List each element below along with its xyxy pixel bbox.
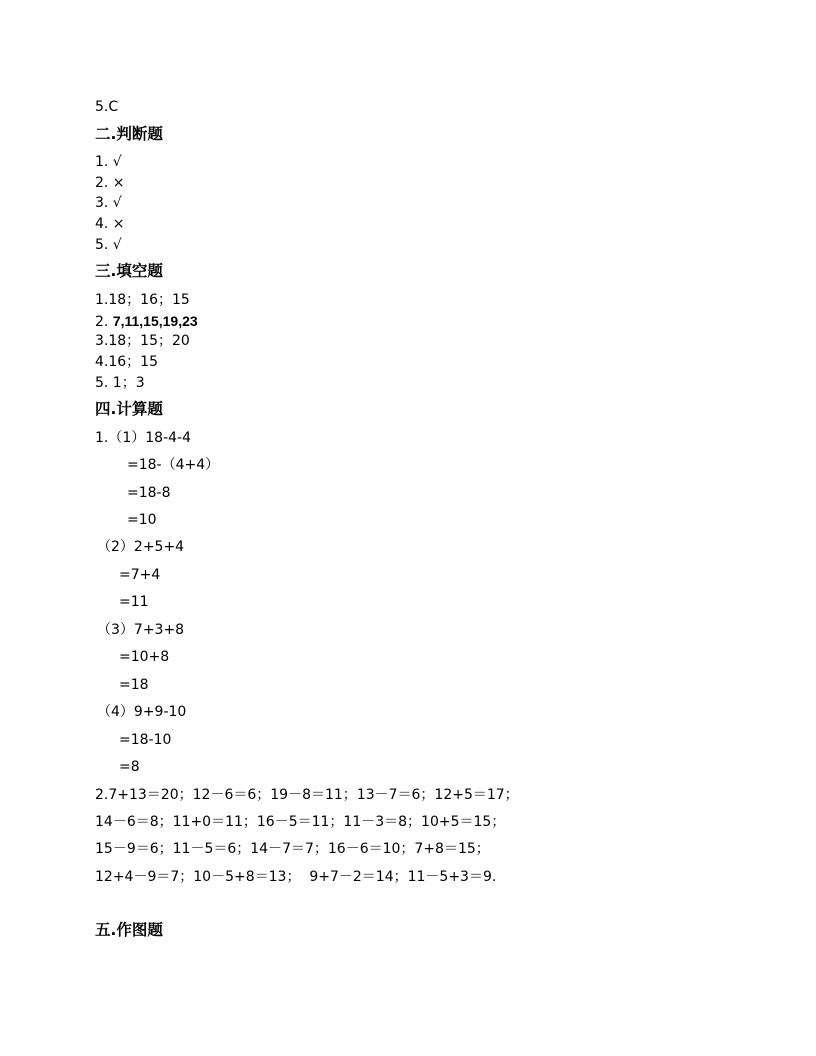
judgment-answer-1: 1. √ (95, 154, 122, 170)
calc-q1-part2-expression: （2）2+5+4 (97, 539, 185, 555)
section-heading-judgment: 二.判断题 (95, 125, 163, 143)
choice-answer-5: 5.C (95, 99, 119, 115)
section-heading-fill-blank: 三.填空题 (95, 262, 163, 280)
fill-answer-5: 5. 1；3 (95, 375, 145, 391)
calc-q1-part3-step: =10+8 (119, 649, 170, 665)
calc-q1-part4-expression: （4）9+9-10 (97, 704, 187, 720)
judgment-answer-2: 2. × (95, 175, 125, 191)
judgment-answer-5: 5. √ (95, 237, 122, 253)
fill-answer-1: 1.18；16；15 (95, 292, 190, 308)
calc-q1-part1-step: =18-（4+4） (127, 457, 220, 473)
calc-q2-line: 15－9＝6；11－5＝6；14－7＝7；16－6＝10；7+8＝15； (95, 841, 490, 857)
calc-q1-part1-step: =10 (127, 512, 157, 528)
section-heading-calculation: 四.计算题 (95, 400, 163, 418)
calc-q1-part2-step: =11 (119, 594, 149, 610)
calc-q2-line: 14－6＝8；11+0＝11；16－5＝11；11－3＝8；10+5＝15； (95, 814, 506, 830)
calc-q1-part3-step: =18 (119, 677, 149, 693)
fill-answer-3: 3.18；15；20 (95, 333, 190, 349)
calc-q1-part1-expression: 1.（1）18-4-4 (95, 430, 191, 446)
calc-q1-part4-step: =18-10 (119, 732, 172, 748)
fill-answer-2 (95, 312, 198, 331)
judgment-answer-3: 3. √ (95, 195, 122, 211)
calc-q1-part2-step: =7+4 (119, 567, 161, 583)
calc-q1-part3-expression: （3）7+3+8 (97, 622, 185, 638)
calc-q1-part4-step: =8 (119, 759, 140, 775)
calc-q1-part1-step: =18-8 (127, 485, 171, 501)
fill-answer-2-sequence: 7,11,15,19,23 (112, 313, 198, 329)
judgment-answer-4: 4. × (95, 216, 125, 232)
section-heading-drawing: 五.作图题 (95, 921, 163, 939)
calc-q2-line: 12+4－9＝7；10－5+8＝13； 9+7－2＝14；11－5+3＝9. (95, 869, 497, 885)
calc-q2-line: 2.7+13＝20；12－6＝6；19－8＝11；13－7＝6；12+5＝17； (95, 787, 519, 803)
fill-answer-2-number: 2. (95, 314, 113, 330)
fill-answer-4: 4.16；15 (95, 354, 158, 370)
